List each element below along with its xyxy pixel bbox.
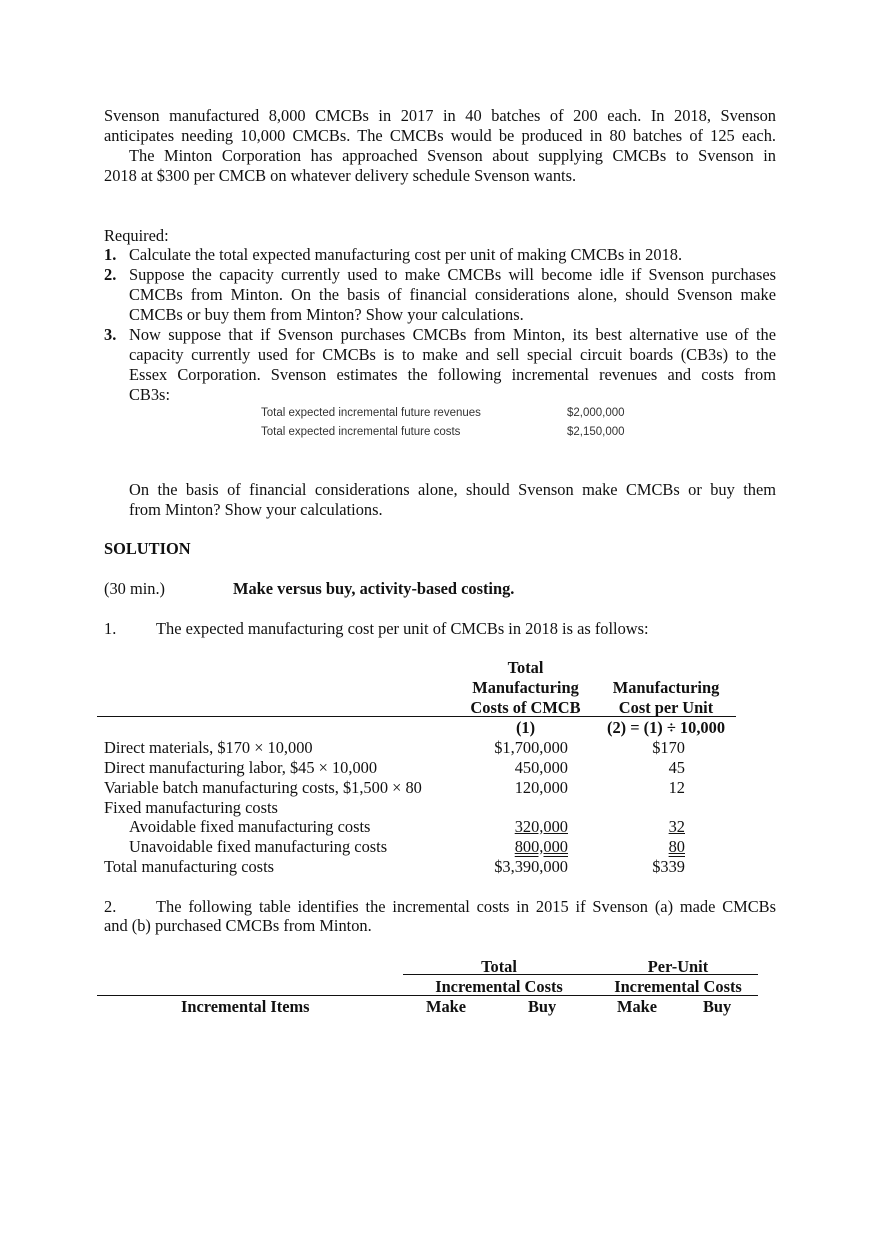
required-item-3-line-3: Essex Corporation. Svenson estimates the following incremental revenues and costs from [129,365,776,384]
table1-col1-head-line-4: (1) [515,718,536,737]
table1-row-5-label: Avoidable fixed manufacturing costs [129,817,371,836]
table1-row-6-label: Unavoidable fixed manufacturing costs [129,837,388,856]
table2-total-make-header: Make [426,997,467,1016]
table1-row-1-total: $1,700,000 [494,738,568,757]
table1-row-5-unit-value: 32 [668,817,685,836]
table1-row-6-unit [600,837,685,857]
table1-row-1-label: Direct materials, $170 × 10,000 [104,738,313,757]
required-item-3-line-4: CB3s: [129,385,170,404]
table2-unit-buy-header: Buy [703,997,732,1016]
required-item-1-text: Calculate the total expected manufacturing cost per unit of making CMCBs in 2018. [129,245,683,264]
table1-row-2-total: 450,000 [514,758,568,777]
intro-line-3: The Minton Corporation has approached Svenson about supplying CMCBs to Svenson in [129,146,776,165]
table1-row-2-unit: 45 [668,758,685,777]
part1-text: The expected manufacturing cost per unit of CMCBs in 2018 is as follows: [156,619,649,638]
table1-row-3-total: 120,000 [514,778,568,797]
part2-line-2: and (b) purchased CMCBs from Minton. [104,916,372,935]
table2-header-rule [97,995,758,996]
table2-total-buy-header: Buy [528,997,557,1016]
part1-number: 1. [104,619,117,638]
followup-line-1: On the basis of financial considerations alone, should Svenson make CMCBs or buy them [129,480,776,499]
solution-topic: Make versus buy, activity-based costing. [233,579,515,598]
table1-row-7-unit: $339 [652,857,685,876]
table1-row-7-label: Total manufacturing costs [104,857,274,876]
part2-line-1: The following table identifies the incremental costs in 2015 if Svenson (a) made CMCBs [156,897,776,916]
table1-row-6-total-value: 800,000 [514,837,568,856]
table1-col1-head-line-2: Manufacturing [472,678,579,697]
table2-group2-subtitle: Incremental Costs [614,977,742,996]
cb3-revenues-value: $2,000,000 [567,407,625,419]
table2-group1-title: Total [481,957,517,976]
table1-row-5-total [460,817,568,837]
table1-col2-head-line-1: Manufacturing [612,678,720,697]
table2-group-rule [403,974,758,975]
required-item-3-line-1: Now suppose that if Svenson purchases CMCBs from Minton, its best alternative use of the [129,325,776,344]
required-item-1-number: 1. [104,245,117,264]
table1-row-6-unit-value: 80 [668,837,685,856]
table1-col1-head-line-3: Costs of CMCB [470,698,581,717]
cb3-costs-value: $2,150,000 [567,426,625,438]
table1-row-2-label: Direct manufacturing labor, $45 × 10,000 [104,758,378,777]
required-item-3-line-2: capacity currently used for CMCBs is to make and sell special circuit boards (CB3s) to the [129,345,776,364]
table1-row-6-total [460,837,568,857]
table1-col1-header [460,658,591,738]
solution-heading: SOLUTION [104,539,191,558]
table1-row-3-unit: 12 [668,778,685,797]
table2-group2-title: Per-Unit [647,957,709,976]
intro-line-2: anticipates needing 10,000 CMCBs. The CMCBs would be produced in 80 batches of 125 each. [104,126,776,145]
required-item-3-number: 3. [104,325,117,344]
required-item-2-line-2: CMCBs from Minton. On the basis of financial considerations alone, should Svenson make [129,285,776,304]
table1-row-4-label: Fixed manufacturing costs [104,798,278,817]
part2-number: 2. [104,897,117,916]
table1-row-1-unit: $170 [652,738,685,757]
table1-header-rule [97,716,736,717]
table1-col2-head-line-2: Cost per Unit [618,698,714,717]
table1-col1-head-line-1: Total [507,658,544,677]
table1-row-7-total: $3,390,000 [494,857,568,876]
table1-col2-header [598,678,734,738]
intro-line-4: 2018 at $300 per CMCB on whatever delivery schedule Svenson wants. [104,166,577,185]
table2-group1-subtitle: Incremental Costs [435,977,563,996]
table1-col2-head-line-3: (2) = (1) ÷ 10,000 [606,718,726,737]
table1-row-3-label: Variable batch manufacturing costs, $1,500 × 80 [104,778,422,797]
cb3-costs-label: Total expected incremental future costs [261,426,461,438]
required-item-2-line-1: Suppose the capacity currently used to make CMCBs will become idle if Svenson purchases [129,265,776,284]
table1-row-5-total-value: 320,000 [514,817,568,836]
table1-row-5-unit [600,817,685,837]
table2-unit-make-header: Make [617,997,658,1016]
table2-items-header: Incremental Items [181,997,310,1016]
required-item-2-line-3: CMCBs or buy them from Minton? Show your calculations. [129,305,524,324]
solution-time: (30 min.) [104,579,166,598]
intro-line-1: Svenson manufactured 8,000 CMCBs in 2017 in 40 batches of 200 each. In 2018, Svenson [104,106,776,125]
required-item-2-number: 2. [104,265,117,284]
followup-line-2: from Minton? Show your calculations. [129,500,383,519]
required-heading: Required: [104,226,169,245]
cb3-revenues-label: Total expected incremental future revenues [261,407,481,419]
